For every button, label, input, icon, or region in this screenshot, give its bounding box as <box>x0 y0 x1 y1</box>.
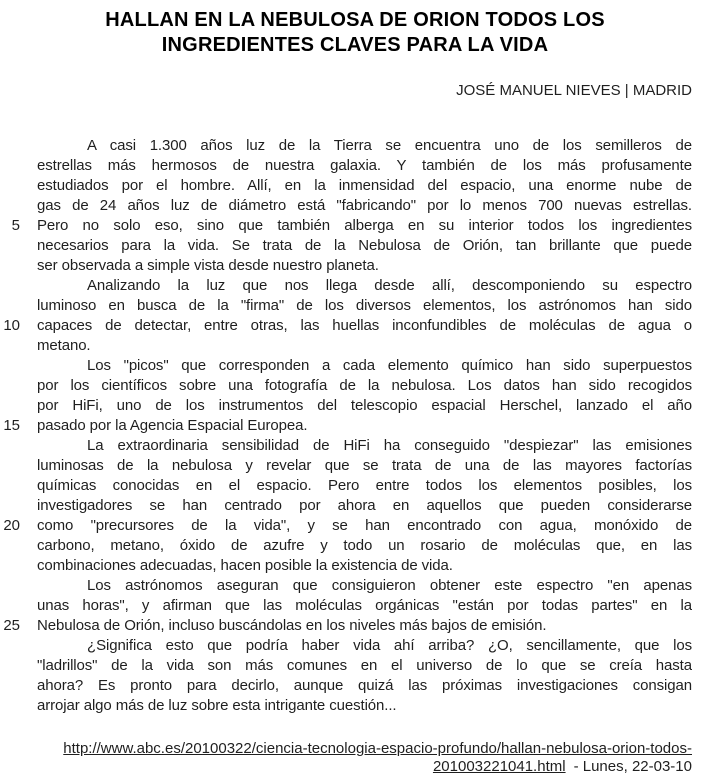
line-number: 25 <box>3 617 20 634</box>
text-line-row <box>0 356 692 376</box>
text-line-row <box>0 176 692 196</box>
text-line-row <box>0 236 692 256</box>
line-number <box>0 236 20 256</box>
line-text: Analizando la luz que nos llega desde allí, descomponiendo su espectro <box>87 277 692 294</box>
line-number <box>0 396 20 416</box>
line-number <box>0 576 20 596</box>
line-text: Los astrónomos aseguran que consiguieron obtener este espectro "en apenas <box>87 577 692 594</box>
line-text: luminosas de la nebulosa y revelar que se trata de una de las mayores factorías <box>37 457 692 474</box>
line-number <box>0 656 20 676</box>
line-number <box>0 276 20 296</box>
line-number <box>0 496 20 516</box>
text-line-row <box>0 556 692 576</box>
line-text: unas horas", y afirman que las moléculas orgánicas "están por todas partes" en la <box>37 597 692 614</box>
title-line-1: HALLAN EN LA NEBULOSA DE ORION TODOS LOS <box>105 9 605 31</box>
line-number: 20 <box>3 517 20 534</box>
text-line-row <box>0 636 692 656</box>
line-text: por HiFi, uno de los instrumentos del telescopio espacial Herschel, lanzado el año <box>37 397 692 414</box>
text-line-row <box>0 616 692 636</box>
source-url-link[interactable]: http://www.abc.es/20100322/ciencia-tecnologia-espacio-profundo/hallan-nebulosa-orion-todos-201003221041.html <box>63 740 692 775</box>
line-text: "ladrillos" de la vida son más comunes en el universo de lo que se creía hasta <box>37 657 692 674</box>
line-number <box>0 676 20 696</box>
text-line-row <box>0 376 692 396</box>
text-line-row <box>0 536 692 556</box>
line-number <box>0 596 20 616</box>
line-text: ser observada a simple vista desde nuestro planeta. <box>37 257 379 274</box>
text-line-row <box>0 576 692 596</box>
title-line-2: INGREDIENTES CLAVES PARA LA VIDA <box>161 34 549 56</box>
line-text: arrojar algo más de luz sobre esta intrigante cuestión... <box>37 697 397 714</box>
line-text: ahora? Es pronto para decirlo, aunque quizá las próximas investigaciones consigan <box>37 677 692 694</box>
text-line-row <box>0 216 692 236</box>
article-body <box>0 136 692 716</box>
line-text: estudiados por el hombre. Allí, en la inmensidad del espacio, una enorme nube de <box>37 177 692 194</box>
text-line-row <box>0 156 692 176</box>
line-number: 15 <box>3 417 20 434</box>
text-line-row <box>0 416 692 436</box>
line-number <box>0 636 20 656</box>
text-line-row <box>0 456 692 476</box>
line-number <box>0 176 20 196</box>
article-content <box>0 81 710 776</box>
line-number <box>0 336 20 356</box>
line-text: estrellas más hermosos de nuestra galaxia. Y también de los más profusamente <box>37 157 692 174</box>
line-number <box>0 136 20 156</box>
line-text: pasado por la Agencia Espacial Europea. <box>37 417 308 434</box>
line-number <box>0 356 20 376</box>
text-line-row <box>0 296 692 316</box>
line-text: luminoso en busca de la "firma" de los diversos elementos, los astrónomos han sido <box>37 297 692 314</box>
line-text: La extraordinaria sensibilidad de HiFi ha conseguido "despiezar" las emisiones <box>87 437 692 454</box>
line-text: necesarios para la vida. Se trata de la Nebulosa de Orión, tan brillante que puede <box>37 237 692 254</box>
line-number <box>0 196 20 216</box>
line-text: ¿Significa esto que podría haber vida ahí arriba? ¿O, sencillamente, que los <box>87 637 692 654</box>
text-line-row <box>0 276 692 296</box>
text-line-row <box>0 396 692 416</box>
line-number <box>0 376 20 396</box>
text-line-row <box>0 476 692 496</box>
line-text: combinaciones adecuadas, hacen posible la existencia de vida. <box>37 557 453 574</box>
line-number <box>0 296 20 316</box>
text-line-row <box>0 656 692 676</box>
text-line-row <box>0 256 692 276</box>
line-number: 10 <box>3 317 20 334</box>
line-text: Nebulosa de Orión, incluso buscándolas en los niveles más bajos de emisión. <box>37 617 547 634</box>
line-text: carbono, metano, óxido de azufre y todo un rosario de moléculas que, en las <box>37 537 692 554</box>
text-line-row <box>0 136 692 156</box>
text-line-row <box>0 676 692 696</box>
line-number <box>0 256 20 276</box>
text-line-row <box>0 336 692 356</box>
text-line-row <box>0 596 692 616</box>
line-text: capaces de detectar, entre otras, las huellas inconfundibles de moléculas de agua o <box>37 317 692 334</box>
text-line-row <box>0 436 692 456</box>
line-text: investigadores se han centrado por ahora en aquellos que pueden considerarse <box>37 497 692 514</box>
line-number <box>0 476 20 496</box>
byline: JOSÉ MANUEL NIEVES | MADRID <box>456 82 692 99</box>
text-line-row <box>0 516 692 536</box>
line-text: A casi 1.300 años luz de la Tierra se encuentra uno de los semilleros de <box>87 137 692 154</box>
line-text: gas de 24 años luz de diámetro está "fabricando" por lo menos 700 nuevas estrellas. <box>37 197 692 214</box>
line-text: Pero no solo eso, sino que también alberga en su interior todos los ingredientes <box>37 217 692 234</box>
line-text: metano. <box>37 337 91 354</box>
line-number <box>0 696 20 716</box>
line-text: como "precursores de la vida", y se han encontrado con agua, monóxido de <box>37 517 692 534</box>
text-line-row <box>0 696 692 716</box>
line-number <box>0 556 20 576</box>
line-text: Los "picos" que corresponden a cada elemento químico han sido superpuestos <box>87 357 692 374</box>
line-number <box>0 436 20 456</box>
article-title <box>0 8 710 58</box>
text-line-row <box>0 196 692 216</box>
text-line-row <box>0 496 692 516</box>
line-number <box>0 456 20 476</box>
text-line-row <box>0 316 692 336</box>
line-text: químicas conocidas en el espacio. Pero entre todos los elementos posibles, los <box>37 477 692 494</box>
line-text: por los científicos sobre una fotografía de la nebulosa. Los datos han sido recogidos <box>37 377 692 394</box>
footer-date: - Lunes, 22-03-10 <box>573 758 692 775</box>
line-number <box>0 536 20 556</box>
line-number <box>0 156 20 176</box>
line-number: 5 <box>11 217 20 234</box>
